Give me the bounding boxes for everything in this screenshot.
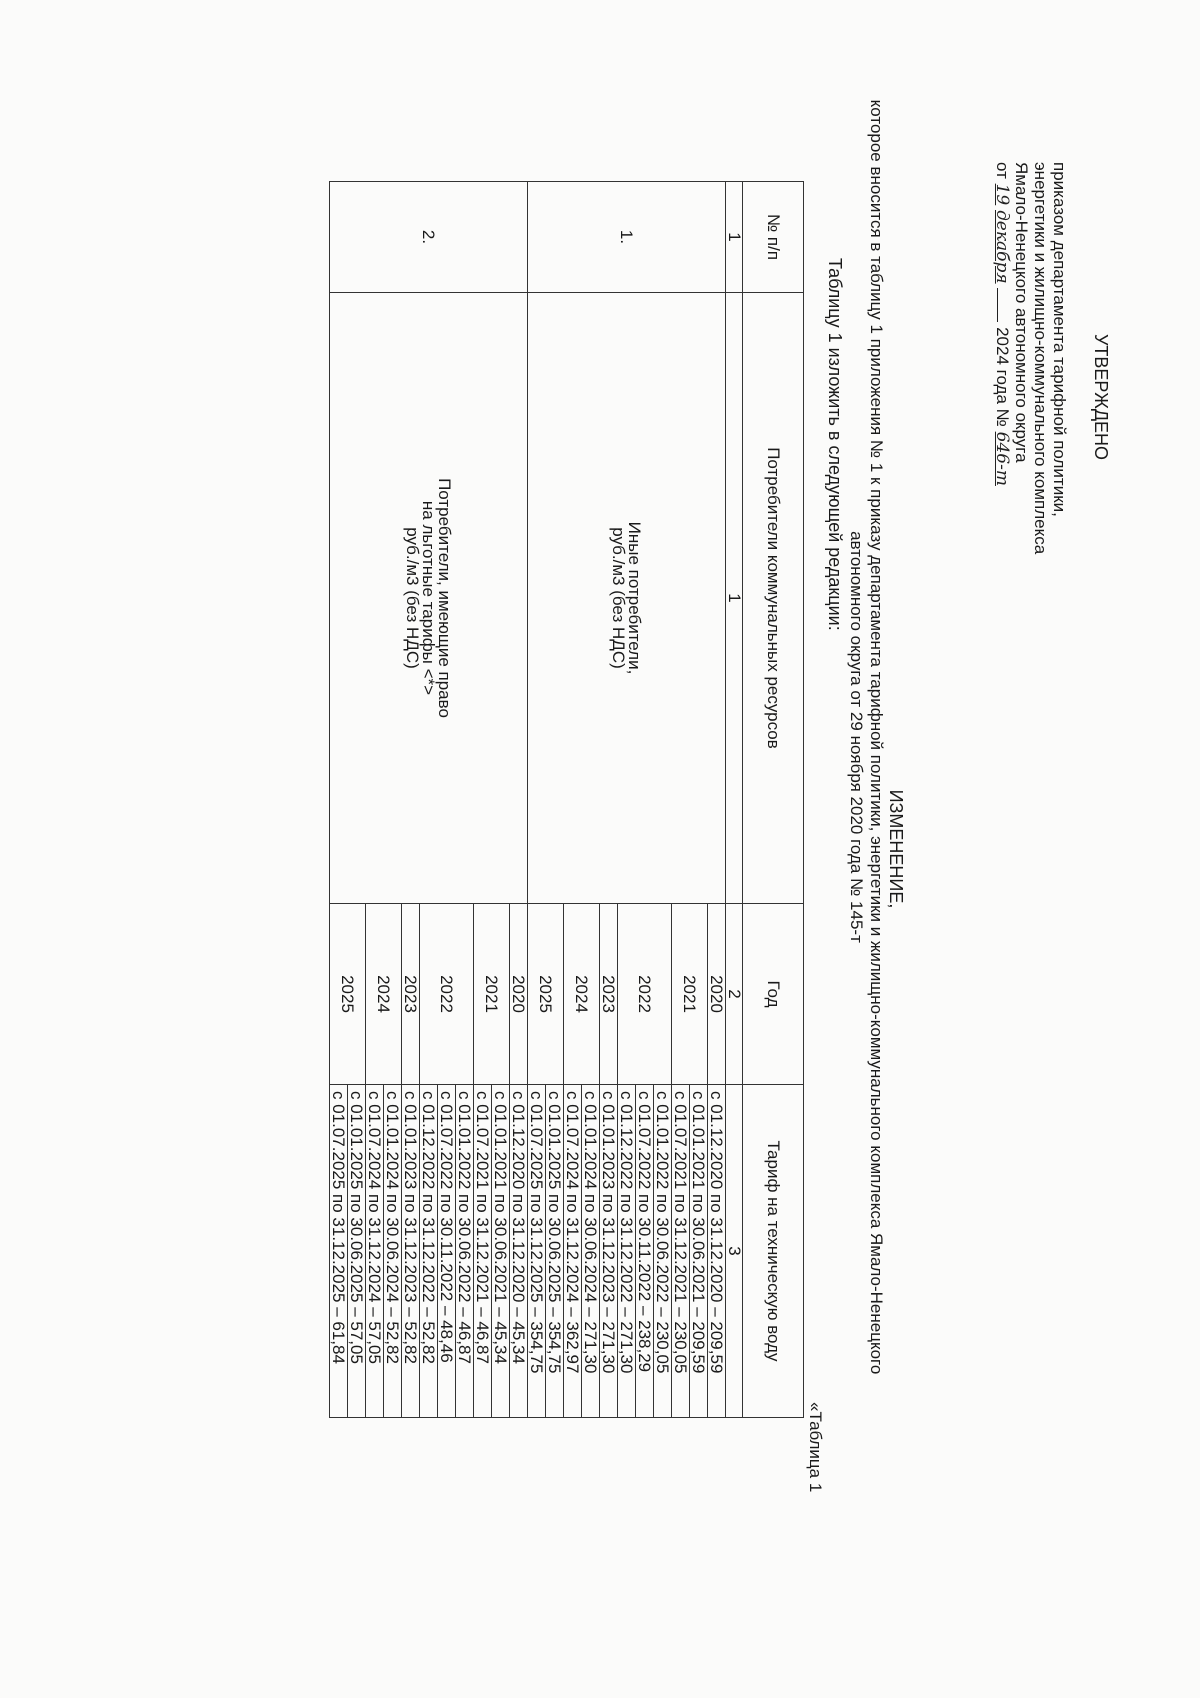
tariff-cell: с 01.07.2024 по 31.12.2024 – 362,97 [564,1085,582,1418]
header-year: Год [743,904,804,1085]
year-cell: 2022 [420,904,474,1085]
approval-date-day: 19 [992,183,1012,206]
year-cell: 2024 [366,904,402,1085]
approval-doc-number: 646-т [992,431,1012,486]
table-index-row [726,182,743,1418]
tariff-cell: с 01.01.2022 по 30.06.2022 – 230,05 [654,1085,672,1418]
approval-date-month: декабря [992,209,1012,284]
consumer-category-text [405,478,453,718]
table-header-row [743,182,804,1418]
year-cell: 2021 [672,904,708,1085]
year-cell: 2025 [330,904,366,1085]
index-cell-consumers: 1 [726,293,743,904]
tariff-cell: с 01.07.2022 по 30.11.2022 – 238,29 [636,1085,654,1418]
tariff-cell: с 01.12.2022 по 31.12.2022 – 271,30 [618,1085,636,1418]
header-consumers: Потребители коммунальных ресурсов [743,293,804,904]
tariff-cell: с 01.01.2021 по 30.06.2021 – 209,59 [690,1085,708,1418]
tariff-cell: с 01.07.2021 по 31.12.2021 – 46,87 [474,1085,492,1418]
intro-text: Таблицу 1 изложить в следующей редакции: [825,258,845,631]
consumer-category-line: Иные потребители, [625,521,645,675]
approval-date-line [992,162,1012,632]
year-cell: 2021 [474,904,510,1085]
consumer-category-cell [330,293,528,904]
group-number-cell: 2. [330,182,528,293]
year-cell: 2023 [402,904,420,1085]
tariff-cell: с 01.01.2024 по 30.06.2024 – 52,82 [384,1085,402,1418]
tariff-table [329,181,804,1418]
tariff-cell: с 01.07.2024 по 31.12.2024 – 57,05 [366,1085,384,1418]
index-cell-number: 1 [726,182,743,293]
year-cell: 2023 [600,904,618,1085]
tariff-cell: с 01.12.2022 по 31.12.2022 – 52,82 [420,1085,438,1418]
consumer-category-line: на льготные тарифы <*> [419,500,439,696]
index-cell-tariff: 3 [726,1085,743,1418]
tariff-cell: с 01.07.2022 по 30.11.2022 – 48,46 [438,1085,456,1418]
tariff-cell: с 01.07.2025 по 31.12.2025 – 61,84 [330,1085,348,1418]
year-cell: 2020 [708,904,726,1085]
tariff-cell: с 01.01.2025 по 30.06.2025 – 354,75 [546,1085,564,1418]
tariff-cell: с 01.01.2025 по 30.06.2025 – 57,05 [348,1085,366,1418]
approval-date-prefix: от [993,162,1012,179]
group-number-cell: 1. [528,182,726,293]
tariff-cell: с 01.12.2020 по 31.12.2020 – 209,59 [708,1085,726,1418]
header-tariff: Тариф на техническую воду [743,1085,804,1418]
table-label: «Таблица 1 [806,1402,825,1493]
approval-line-1: приказом департамента тарифной политики, [1050,162,1069,517]
tariff-cell: с 01.07.2021 по 31.12.2021 – 230,05 [672,1085,690,1418]
year-cell: 2024 [564,904,600,1085]
tariff-cell: с 01.01.2024 по 30.06.2024 – 271,30 [582,1085,600,1418]
approval-line-3: Ямало-Ненецкого автономного округа [1012,162,1031,463]
consumer-category-line: руб./м3 (без НДС) [403,527,423,669]
approval-date-blank [997,288,998,322]
table-row [708,182,726,1418]
approval-date-year: 2024 года № [993,327,1012,427]
approval-heading: УТВЕРЖДЕНО [1091,333,1111,461]
year-cell: 2022 [618,904,672,1085]
approval-block [992,162,1110,632]
consumer-category-line: руб./м3 (без НДС) [609,527,629,669]
year-cell: 2025 [528,904,564,1085]
tariff-cell: с 01.12.2020 по 31.12.2020 – 45,34 [510,1085,528,1418]
tariff-cell: с 01.01.2021 по 30.06.2021 – 45,34 [492,1085,510,1418]
consumer-category-line: Потребители, имеющие право [435,478,455,718]
change-title: ИЗМЕНЕНИЕ, [886,789,906,909]
tariff-cell: с 01.01.2023 по 31.12.2023 – 271,30 [600,1085,618,1418]
tariff-cell: с 01.07.2025 по 31.12.2025 – 354,75 [528,1085,546,1418]
table-row [510,182,528,1418]
change-description: которое вносится в таблицу 1 приложения № 1 к приказу департамента тарифной политики, энергетики и жилищно-коммунального комплекса Ямало-Ненецкого автономного округа от 29 ноября 2020 года № 145-т [847,99,886,1375]
tariff-cell: с 01.01.2022 по 30.06.2022 – 46,87 [456,1085,474,1418]
tariff-cell: с 01.01.2023 по 31.12.2023 – 52,82 [402,1085,420,1418]
year-cell: 2020 [510,904,528,1085]
consumer-category-text [611,522,643,675]
header-number: № п/п [743,182,804,293]
approval-line-2: энергетики и жилищно-коммунального комплекса [1031,162,1050,555]
consumer-category-cell [528,293,726,904]
index-cell-year: 2 [726,904,743,1085]
